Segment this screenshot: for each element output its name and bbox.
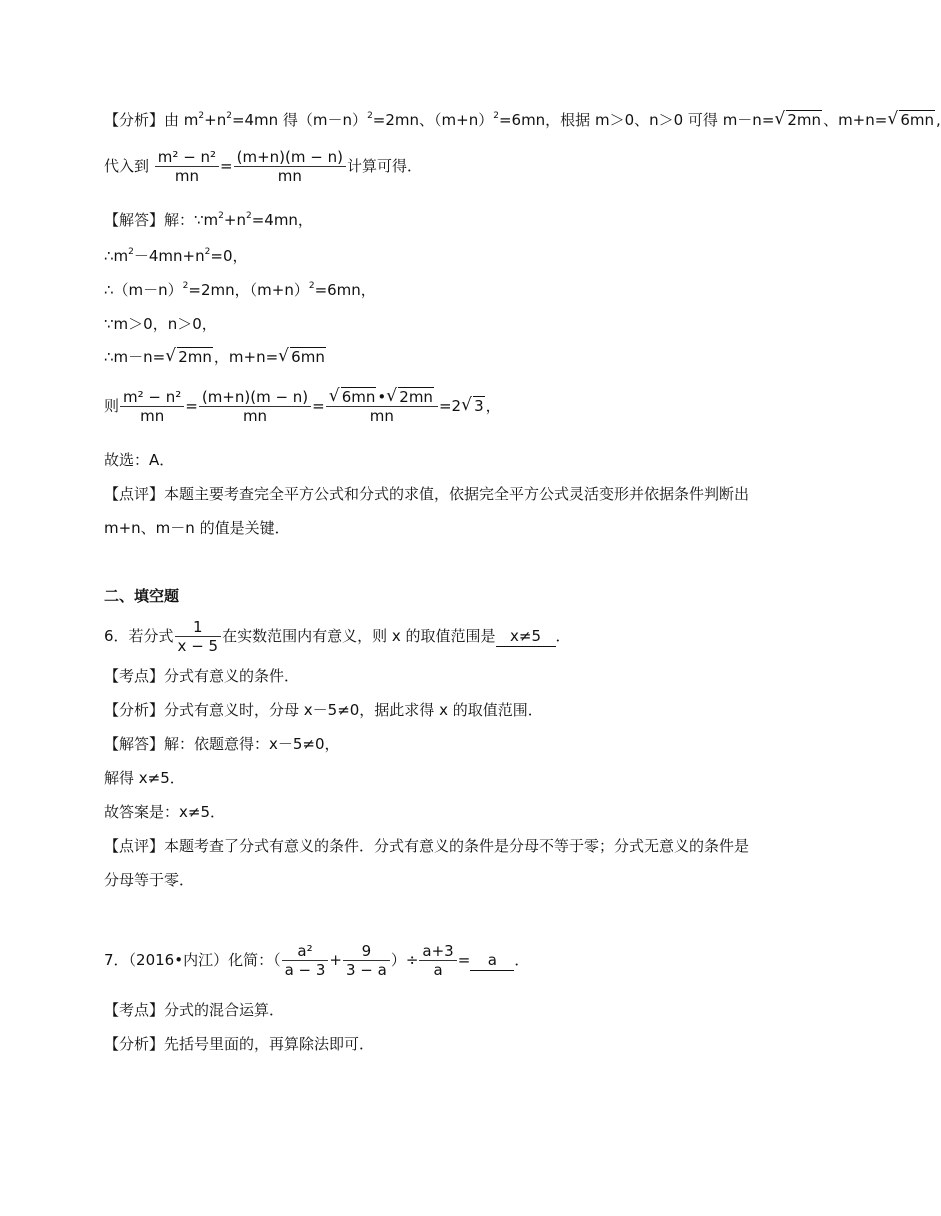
solution-line-4: ∵m＞0，n＞0，	[104, 315, 217, 333]
q7-point: 【考点】分式的混合运算．	[104, 1001, 285, 1019]
fraction: $\frac{9}{3 - a}$	[343, 942, 390, 979]
text: 计算可得．	[346, 157, 422, 175]
fraction: $\frac{\text{a²}}{a - 3}$	[282, 942, 329, 979]
sqrt-2mn: √ 2mn	[774, 110, 822, 130]
q6-analysis: 【分析】分式有意义时，分母 x－5≠0，据此求得 x 的取值范围．	[104, 701, 543, 719]
sqrt-6mn: √ 6mn	[887, 110, 935, 130]
fraction: $\frac{(m+n)(m - n)}{mn}$	[234, 148, 346, 185]
section-heading: 二、填空题	[104, 587, 180, 605]
question-7: 7．（2016•内江）化简：（ $\frac{\text{a²}}{a - 3}$ + $\frac{9}{3 - a}$ ）÷ $\frac{a+3}{a}$ = a ．	[104, 942, 530, 979]
q6-comment-1: 【点评】本题考查了分式有意义的条件．分式有意义的条件是分母不等于零；分式无意义的条件是	[104, 837, 750, 855]
text: =6mn，根据 m＞0、n＞0 可得 m－n=	[498, 111, 775, 129]
q7-analysis: 【分析】先括号里面的，再算除法即可．	[104, 1035, 375, 1053]
fraction: $\frac{\text{m² − n²}}{mn}$	[120, 388, 184, 425]
fraction: $\frac{a+3}{a}$	[419, 942, 456, 979]
text: 、m+n=	[823, 111, 888, 129]
text: =2mn、（m+n）	[372, 111, 494, 129]
q6-comment-2: 分母等于零．	[104, 871, 195, 889]
q6-solution-3: 故答案是：x≠5．	[104, 803, 225, 821]
analysis-line-2: 代入到 $\frac{\text{m² − n²}}{mn}$ = $\frac{(m+n)(m - n)}{mn}$ 计算可得．	[104, 148, 422, 185]
text: 代入到	[104, 157, 150, 175]
solution-line-2: $\therefore m^2-4mn+n^2=0$，	[104, 247, 248, 265]
answer-choice: 故选：A．	[104, 451, 175, 469]
fraction: $\frac{(m+n)(m - n)}{mn}$	[199, 388, 311, 425]
analysis-line-1: 【分析】由 $m^2+n^2=4mn$ 得$(m-n)^2=2mn$、$(m+n)^2=6mn$，根据 m＞0、n＞0 可得 m－n=√ 2mn 、m+n=√ 6mn ,	[104, 110, 941, 130]
comment-line-2: m+n、m－n 的值是关键．	[104, 519, 290, 537]
q6-solution: 【解答】解：依题意得：x－5≠0，	[104, 735, 340, 753]
q6-solution-2: 解得 x≠5．	[104, 769, 185, 787]
sqrt-3: √ 3	[461, 396, 485, 416]
text: =4mn 得（m－n）	[231, 111, 368, 129]
answer-blank: x≠5	[496, 626, 556, 647]
comment-line-1: 【点评】本题主要考查完全平方公式和分式的求值，依据完全平方公式灵活变形并依据条件判断出	[104, 485, 750, 503]
solution-line-3: $\therefore(m-n)^2=2mn$，$(m+n)^2=6mn$，	[104, 281, 376, 299]
solution-line-6: 则 $\frac{\text{m² − n²}}{mn}$ = $\frac{(m+n)(m - n)}{mn}$ = √ $\frac{6mn •√ 2mn}{mn}$ =2√ 3 ，	[104, 388, 501, 425]
question-6: 6．若分式 $\frac{1}{x - 5}$ 在实数范围内有意义，则 x 的取值范围是 x≠5 ．	[104, 618, 571, 655]
text: 【分析】由 m	[104, 111, 199, 129]
sqrt-2mn: √ 2mn	[165, 347, 213, 367]
fraction: √ $\frac{6mn •√ 2mn}{mn}$	[326, 388, 438, 425]
fraction: $\frac{1}{x - 5}$	[175, 618, 222, 655]
solution-line-1: 【解答】解：$\because m^2+n^2=4mn$，	[104, 211, 313, 229]
q6-point: 【考点】分式有意义的条件．	[104, 667, 300, 685]
fraction: $\frac{\text{m² − n²}}{mn}$	[155, 148, 219, 185]
solution-line-5: ∴m－n=√ 2mn ，m+n=√ 6mn	[104, 347, 327, 367]
answer-blank: a	[470, 950, 514, 971]
sqrt-6mn: √ 6mn	[278, 347, 326, 367]
text: +n	[204, 111, 227, 129]
